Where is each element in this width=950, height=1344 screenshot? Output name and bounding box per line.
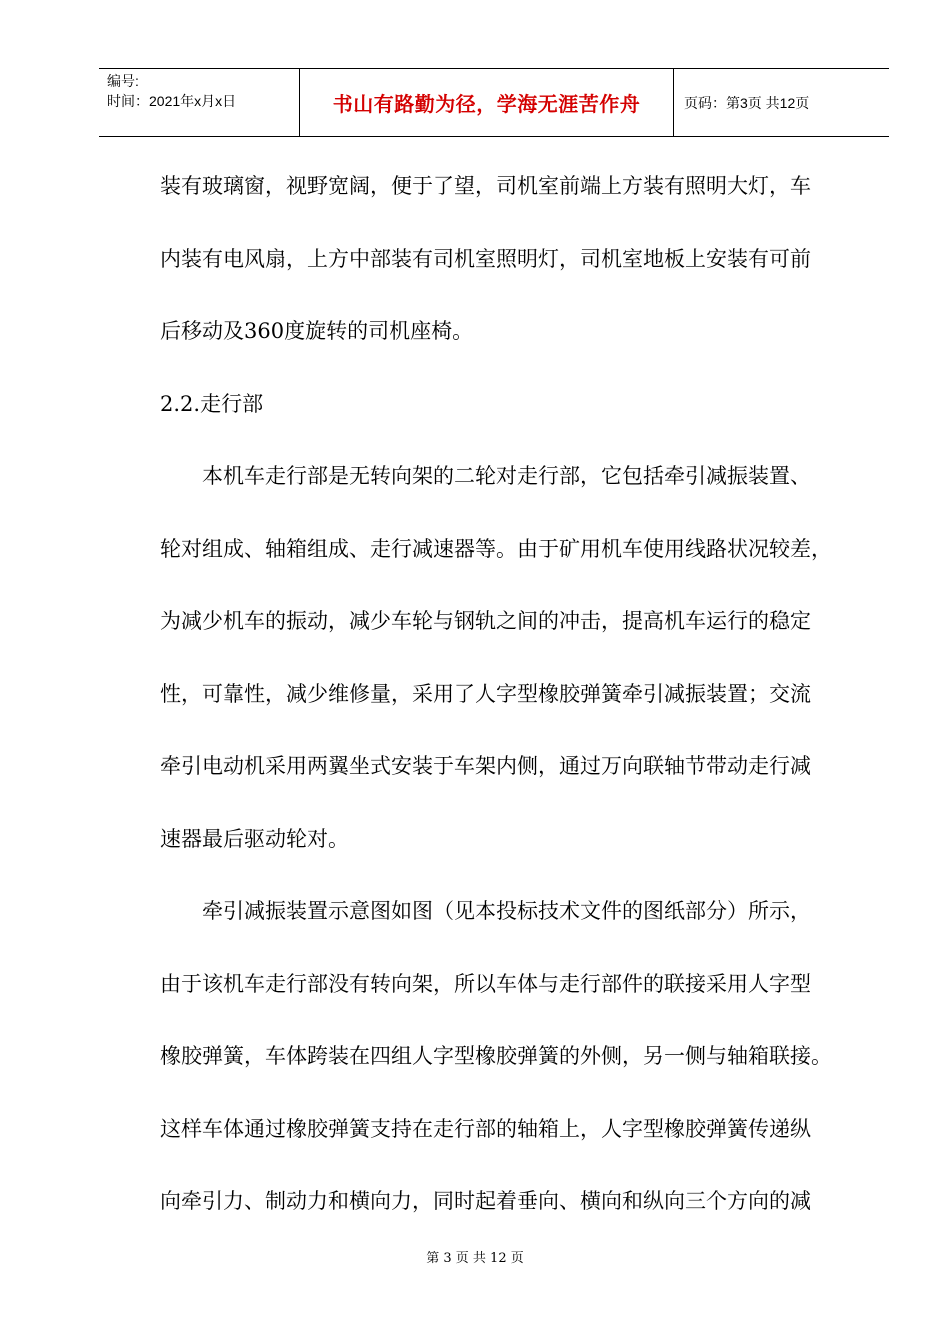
header-motto: 书山有路勤为径，学海无涯苦作舟 — [332, 92, 641, 116]
footer-page-number: 第 3 页 共 12 页 — [426, 1251, 524, 1266]
document-body — [160, 150, 860, 1238]
header-motto-cell — [300, 69, 674, 136]
section-heading: 2.2.走行部 — [160, 391, 264, 416]
body-line: 速器最后驱动轮对。 — [160, 826, 349, 851]
header-meta — [99, 69, 300, 136]
body-line: 为减少机车的振动，减少车轮与钢轨之间的冲击，提高机车运行的稳定 — [160, 609, 811, 633]
body-line: 牵引电动机采用两翼坐式安装于车架内侧，通过万向联轴节带动走行减 — [160, 754, 811, 778]
body-line: 装有玻璃窗，视野宽阔，便于了望，司机室前端上方装有照明大灯，车 — [160, 174, 811, 198]
header-page-info: 页码：第3页 共12页 — [684, 94, 810, 111]
body-line: 向牵引力、制动力和横向力，同时起着垂向、横向和纵向三个方向的减 — [160, 1189, 811, 1213]
page-header — [99, 68, 889, 137]
document-number-label: 编号: — [107, 73, 139, 89]
header-page-info-cell — [674, 69, 889, 136]
body-line: 性，可靠性，减少维修量，采用了人字型橡胶弹簧牵引减振装置；交流 — [160, 681, 811, 706]
body-line: 牵引减振装置示意图如图（见本投标技术文件的图纸部分）所示， — [202, 899, 811, 923]
body-line: 橡胶弹簧，车体跨装在四组人字型橡胶弹簧的外侧，另一侧与轴箱联接。 — [160, 1044, 832, 1068]
body-line: 这样车体通过橡胶弹簧支持在走行部的轴箱上，人字型橡胶弹簧传递纵 — [160, 1116, 811, 1141]
body-line: 轮对组成、轴箱组成、走行减速器等。由于矿用机车使用线路状况较差， — [160, 536, 832, 561]
body-line: 由于该机车走行部没有转向架，所以车体与走行部件的联接采用人字型 — [160, 971, 811, 996]
page-footer — [0, 1247, 950, 1266]
document-time-label: 时间：2021年x月x日 — [107, 93, 237, 109]
body-line: 本机车走行部是无转向架的二轮对走行部，它包括牵引减振装置、 — [202, 464, 811, 488]
body-line: 内装有电风扇，上方中部装有司机室照明灯，司机室地板上安装有可前 — [160, 246, 811, 271]
body-line: 后移动及360度旋转的司机座椅。 — [160, 319, 474, 343]
